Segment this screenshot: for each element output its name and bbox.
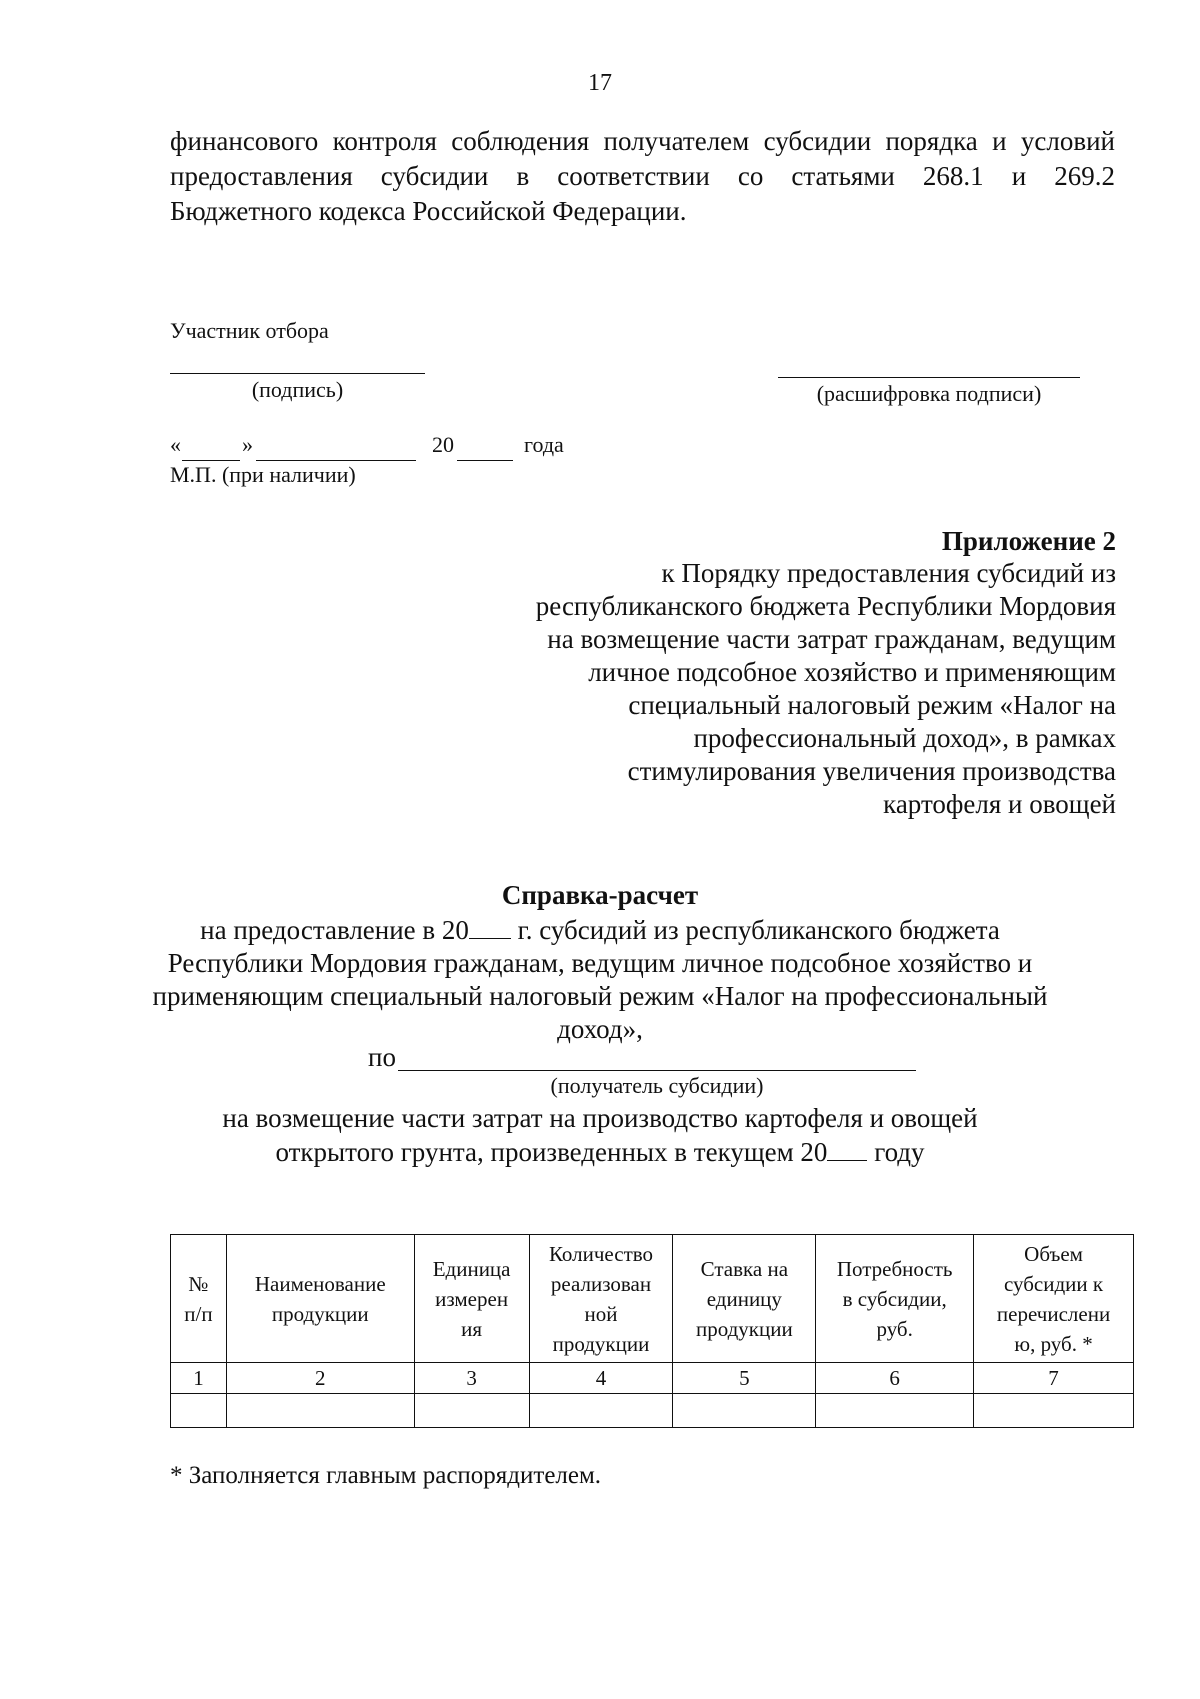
table-header-row [171,1235,1134,1363]
certificate-line-4: доход», [557,1014,643,1044]
appendix-line: специальный налоговый режим «Налог на [628,690,1116,720]
subsidy-calculation-table [170,1234,1134,1428]
table-cell[interactable] [414,1394,529,1428]
table-number-row [171,1363,1134,1394]
year-blank-line [827,1136,867,1161]
column-number-cell: 1 [171,1363,227,1394]
table-cell[interactable] [974,1394,1134,1428]
certificate-line-3: применяющим специальный налоговый режим «Налог на профессиональный [152,981,1048,1011]
appendix-line: личное подсобное хозяйство и применяющим [588,657,1116,687]
appendix-line: профессиональный доход», в рамках [693,723,1116,753]
column-number-cell: 6 [816,1363,974,1394]
table-cell[interactable] [226,1394,414,1428]
header-cell: Ставка на единицу продукции [673,1235,816,1363]
certificate-subtitle [0,914,1200,1046]
appendix-title: Приложение 2 [941,526,1116,556]
table-cell[interactable] [171,1394,227,1428]
header-cell: № п/п [171,1235,227,1363]
paragraph-line-2: предоставления субсидии в соответствии со статьями 268.1 и 269.2 [170,161,1115,191]
certificate-line-2: Республики Мордовия гражданам, ведущим личное подсобное хозяйство и [167,948,1033,978]
date-open-quote: « [170,432,181,457]
paragraph-line-3: Бюджетного кодекса Российской Федерации. [170,196,687,226]
table-row [171,1394,1134,1428]
column-number-cell: 3 [414,1363,529,1394]
signature-line [170,373,425,374]
signature-caption: (подпись) [251,377,344,402]
column-number-cell: 4 [529,1363,673,1394]
appendix-line: картофеля и овощей [883,789,1116,819]
table-cell[interactable] [816,1394,974,1428]
header-cell: Единица измерен ия [414,1235,529,1363]
header-cell: Наименование продукции [226,1235,414,1363]
year-prefix: 20 [432,432,454,457]
certificate-line-1: на предоставление в 20 г. субсидий из республиканского бюджета [200,915,1000,945]
date-close-quote: » [242,432,253,457]
day-blank-line [182,460,240,461]
header-cell: Потребность в субсидии, руб. [816,1235,974,1363]
table-cell[interactable] [673,1394,816,1428]
column-number-cell: 7 [974,1363,1134,1394]
appendix-description [476,557,1116,821]
appendix-line: стимулирования увеличения производства [627,756,1116,786]
header-cell: Объем субсидии к перечислени ю, руб. * [974,1235,1134,1363]
paragraph-line-1: финансового контроля соблюдения получателем субсидии порядка и условий [170,126,1115,156]
date-row [170,432,590,466]
certificate-purpose [0,1101,1200,1169]
participant-label: Участник отбора [170,318,329,343]
appendix-line: к Порядку предоставления субсидий из [661,558,1116,588]
page-number: 17 [588,70,612,96]
intro-paragraph [170,124,1115,229]
table-cell[interactable] [529,1394,673,1428]
header-cell: Количество реализован ной продукции [529,1235,673,1363]
decode-signature-caption: (расшифровка подписи) [816,381,1042,406]
year-blank-line [457,460,513,461]
column-number-cell: 2 [226,1363,414,1394]
certificate-line-5: на возмещение части затрат на производство картофеля и овощей [222,1103,978,1133]
stamp-label: М.П. (при наличии) [170,462,356,487]
month-blank-line [256,460,416,461]
recipient-caption: (получатель субсидии) [550,1073,764,1098]
year-blank-line [469,914,511,939]
decode-signature-line [778,377,1080,378]
appendix-line: республиканского бюджета Республики Мордовия [535,591,1116,621]
footnote: * Заполняется главным распорядителем. [170,1462,602,1489]
certificate-title: Справка-расчет [501,880,699,910]
column-number-cell: 5 [673,1363,816,1394]
recipient-blank-line [398,1070,916,1071]
appendix-line: на возмещение части затрат гражданам, ведущим [547,624,1116,654]
recipient-prefix: по [368,1042,396,1072]
certificate-line-6: открытого грунта, произведенных в текущем 20 году [275,1137,925,1167]
year-suffix: года [524,432,564,457]
